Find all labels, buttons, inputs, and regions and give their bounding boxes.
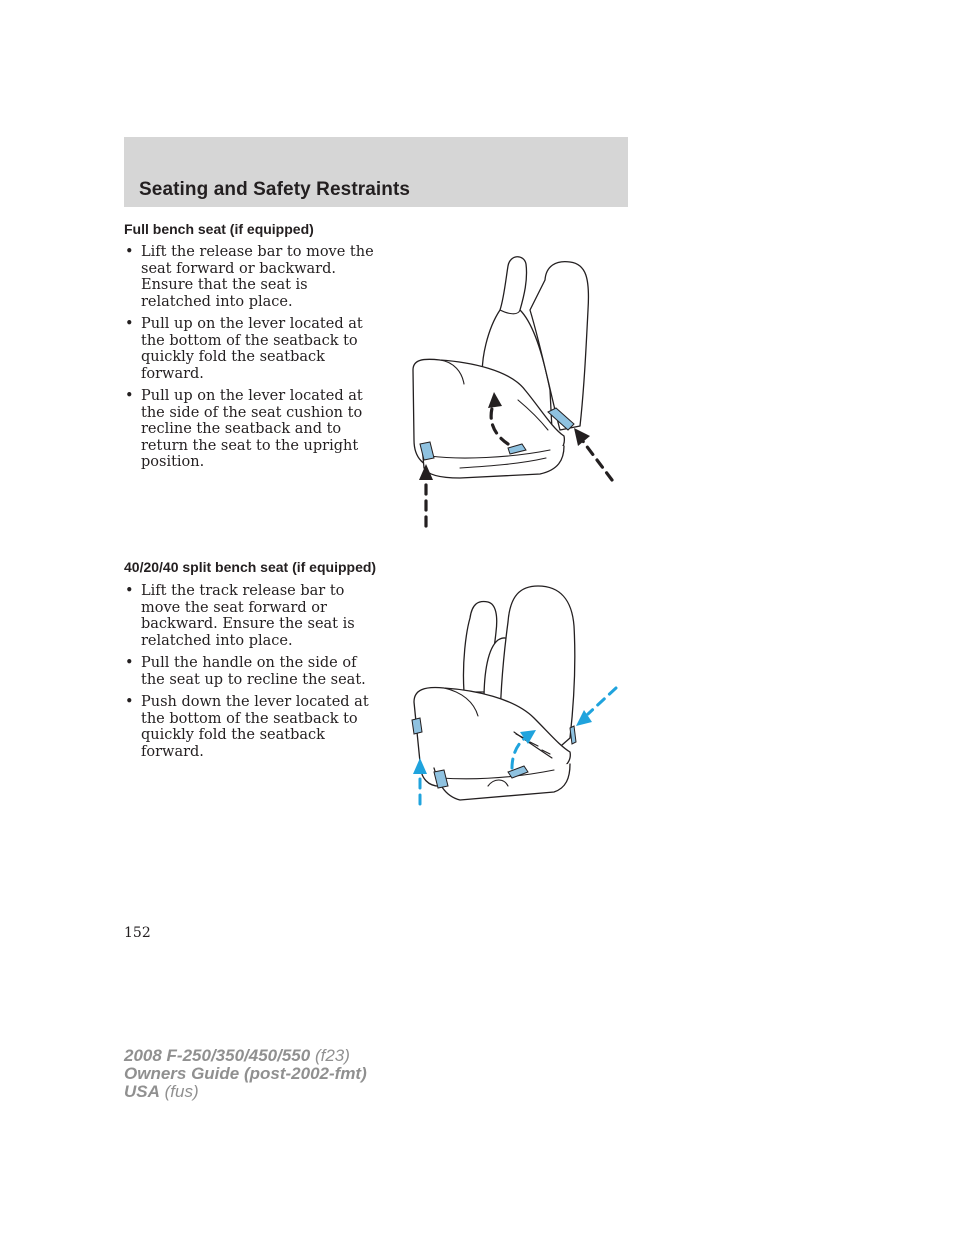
bullet-icon: •: [125, 655, 134, 671]
bullet-icon: •: [125, 583, 134, 599]
bullet-icon: •: [125, 244, 134, 260]
full-bench-seat-illustration: [400, 250, 622, 532]
split-bench-instructions: [124, 583, 382, 766]
page-title: Seating and Safety Restraints: [139, 179, 411, 200]
split-bench-seat-illustration: [404, 582, 622, 808]
page-number: 152: [124, 925, 151, 941]
section-title-full-bench: Full bench seat (if equipped): [124, 221, 314, 237]
list-item: • Pull the handle on the side of the seat up to recline the seat.: [125, 655, 366, 688]
footer-line-model: 2008 F-250/350/450/550 (f23): [124, 1046, 350, 1065]
bullet-icon: •: [125, 388, 134, 404]
footer-line-guide: Owners Guide (post-2002-fmt): [124, 1064, 367, 1083]
section-header-band: [124, 137, 628, 207]
footer-line-market: USA (fus): [124, 1082, 199, 1101]
list-item: • Lift the track release bar to move the seat forward or backward. Ensure the seat is relatched into place.: [125, 583, 355, 649]
list-item: • Lift the release bar to move the seat forward or backward. Ensure that the seat is relatched into place.: [125, 244, 374, 310]
document-footer: [124, 1047, 367, 1101]
list-item: • Push down the lever located at the bottom of the seatback to quickly fold the seatback forward.: [125, 694, 369, 760]
bullet-icon: •: [125, 316, 134, 332]
bullet-icon: •: [125, 694, 134, 710]
section-title-split-bench: 40/20/40 split bench seat (if equipped): [124, 559, 377, 575]
full-bench-instructions: [124, 244, 382, 477]
list-item: • Pull up on the lever located at the bottom of the seatback to quickly fold the seatback forward.: [125, 316, 363, 382]
list-item: • Pull up on the lever located at the side of the seat cushion to recline the seatback and to return the seat to the upright position.: [125, 388, 363, 470]
